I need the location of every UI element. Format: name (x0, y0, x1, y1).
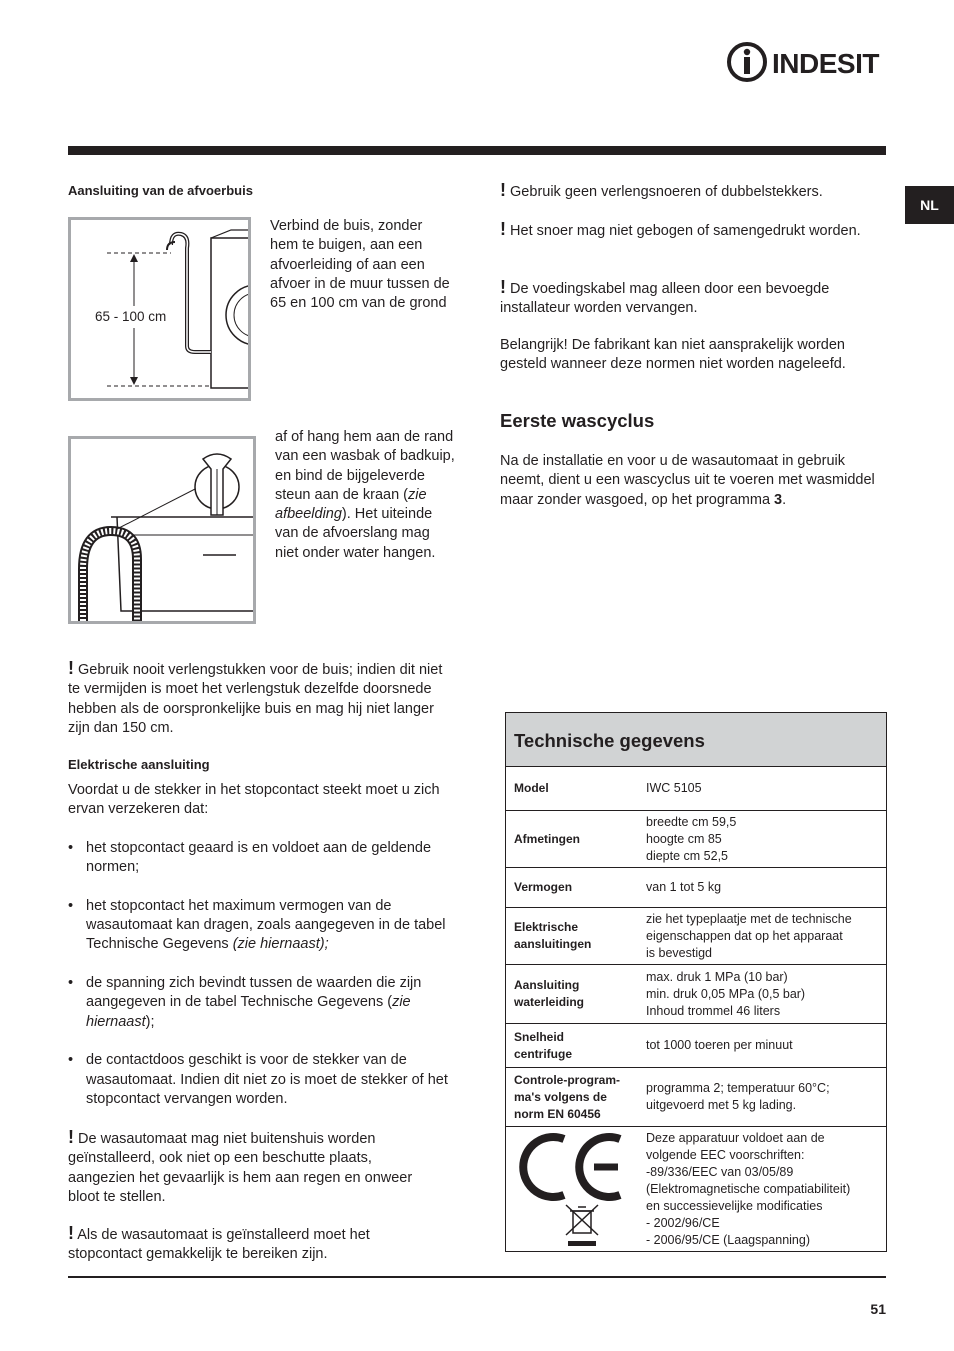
ce-compliance-text: Deze apparatuur voldoet aan de volgende EEC voorschriften: -89/336/EEC van 03/05/89 (Elektromagnetische compatiabiliteit) en successievelijke modificaties - 2002/96/CE - 2006/95/CE (Laagspanning) (646, 1130, 851, 1247)
list-item: • de contactdoos geschikt is voor de stekker van de wasautomaat. Indien dit niet zo is moet de stekker of het stopcontact vervangen worden. (68, 1051, 454, 1109)
fig1-description: Verbind de buis, zonder hem te buigen, aan een afvoerleiding of aan een afvoer in de muur tussen de 65 en 100 cm van de grond (270, 218, 450, 312)
row-value: van 1 tot 5 kg (646, 880, 722, 894)
fig2-description: af of hang hem aan de rand van een wasbak of badkuip, en bind de bijgeleverde steun aan de kraan (zie afbeelding). Het uiteinde van de afvoerslang mag niet onder water hangen. (275, 429, 455, 561)
height-range-label: 65 - 100 cm (95, 309, 167, 324)
warning-cable-replace: ! De voedingskabel mag alleen door een bevoegde installateur worden vervangen. (500, 277, 830, 317)
bottom-rule (68, 1276, 886, 1278)
exclamation-icon: ! (500, 180, 506, 200)
exclamation-icon: ! (68, 658, 74, 678)
page-number: 51 (870, 1301, 886, 1317)
drain-height-figure (68, 217, 251, 401)
table-row (505, 1024, 887, 1068)
drain-heading: Aansluiting van de afvoerbuis (68, 183, 253, 198)
exclamation-icon: ! (68, 1223, 74, 1243)
exclamation-icon: ! (500, 277, 506, 297)
table-row (505, 1068, 887, 1127)
list-item: • de spanning zich bevindt tussen de waarden die zijn aangegeven in de tabel Technische Gegevens (zie hiernaast); (68, 974, 454, 1032)
row-value: IWC 5105 (646, 781, 702, 795)
table-row (505, 811, 887, 868)
warning-extension: ! Gebruik nooit verlengstukken voor de buis; indien dit niet te vermijden is moet het verlengstuk dezelfde doorsnede hebben als de oorspronkelijke buis en mag hij niet langer zijn dan 150 cm. (68, 658, 443, 736)
row-value: programma 2; temperatuur 60°C; uitgevoerd met 5 kg lading. (646, 1081, 830, 1112)
list-item: • het stopcontact geaard is en voldoet aan de geldende normen; (68, 839, 454, 878)
warning-outside: ! De wasautomaat mag niet buitenshuis worden geïnstalleerd, ook niet op een beschutte plaats, aangezien het gevaarlijk is hem aan regen en onweer bloot te stellen. (68, 1127, 413, 1205)
row-value: tot 1000 toeren per minuut (646, 1038, 793, 1052)
first-cycle-text: Na de installatie en voor u de wasautomaat in gebruik neemt, dient u een wascyclus uit te voeren met wasmiddel maar zonder wasgoed, op het programma 3. (500, 453, 875, 508)
language-tab: NL (905, 186, 954, 224)
exclamation-icon: ! (500, 219, 506, 239)
row-label: Afmetingen (514, 831, 580, 846)
list-item: • het stopcontact het maximum vermogen van de wasautomaat kan dragen, zoals aangegeven in de tabel Technische Gegevens (zie hiernaast); (68, 897, 454, 955)
row-value: zie het typeplaatje met de technische eigenschappen dat op het apparaat is bevestigd (646, 911, 852, 960)
top-rule (68, 146, 886, 155)
weee-bin-icon (564, 1203, 600, 1247)
important-note: Belangrijk! De fabrikant kan niet aansprakelijk worden gesteld wanneer deze normen niet worden nageleefd. (500, 337, 846, 373)
technical-data-title: Technische gegevens (505, 712, 887, 767)
table-row (505, 965, 887, 1024)
ce-row (505, 1127, 887, 1252)
row-value: breedte cm 59,5 hoogte cm 85 diepte cm 52,5 (646, 814, 737, 863)
row-label: Model (514, 781, 549, 795)
electric-requirements-list (68, 839, 454, 1128)
warning-reach: ! Als de wasautomaat is geïnstalleerd moet het stopcontact gemakkelijk te bereiken zijn. (68, 1223, 370, 1263)
warning-extension-cords: ! Gebruik geen verlengsnoeren of dubbelstekkers. (500, 180, 823, 200)
warning-cable-bend: ! Het snoer mag niet gebogen of samengedrukt worden. (500, 219, 861, 239)
table-row (505, 868, 887, 908)
row-label: Aansluiting waterleiding (514, 978, 585, 1009)
electric-heading: Elektrische aansluiting (68, 757, 210, 772)
brand-text: INDESIT (772, 48, 879, 79)
row-label: Vermogen (514, 880, 573, 894)
row-label: Snelheid centrifuge (514, 1029, 573, 1061)
drain-sink-figure (68, 436, 256, 624)
row-label: Controle-program- ma's volgens de norm EN 60456 (514, 1072, 620, 1121)
exclamation-icon: ! (68, 1127, 74, 1147)
table-row (505, 908, 887, 965)
indesit-logo (726, 40, 888, 84)
first-cycle-title: Eerste wascyclus (500, 410, 655, 431)
row-value: max. druk 1 MPa (10 bar) min. druk 0,05 MPa (0,5 bar) Inhoud trommel 46 liters (646, 969, 806, 1018)
row-label: Elektrische aansluitingen (514, 920, 592, 951)
electric-intro: Voordat u de stekker in het stopcontact steekt moet u zich ervan verzekeren dat: (68, 782, 440, 818)
table-row (505, 767, 887, 811)
technical-data-table (505, 712, 887, 1252)
ce-marks (506, 1127, 646, 1252)
